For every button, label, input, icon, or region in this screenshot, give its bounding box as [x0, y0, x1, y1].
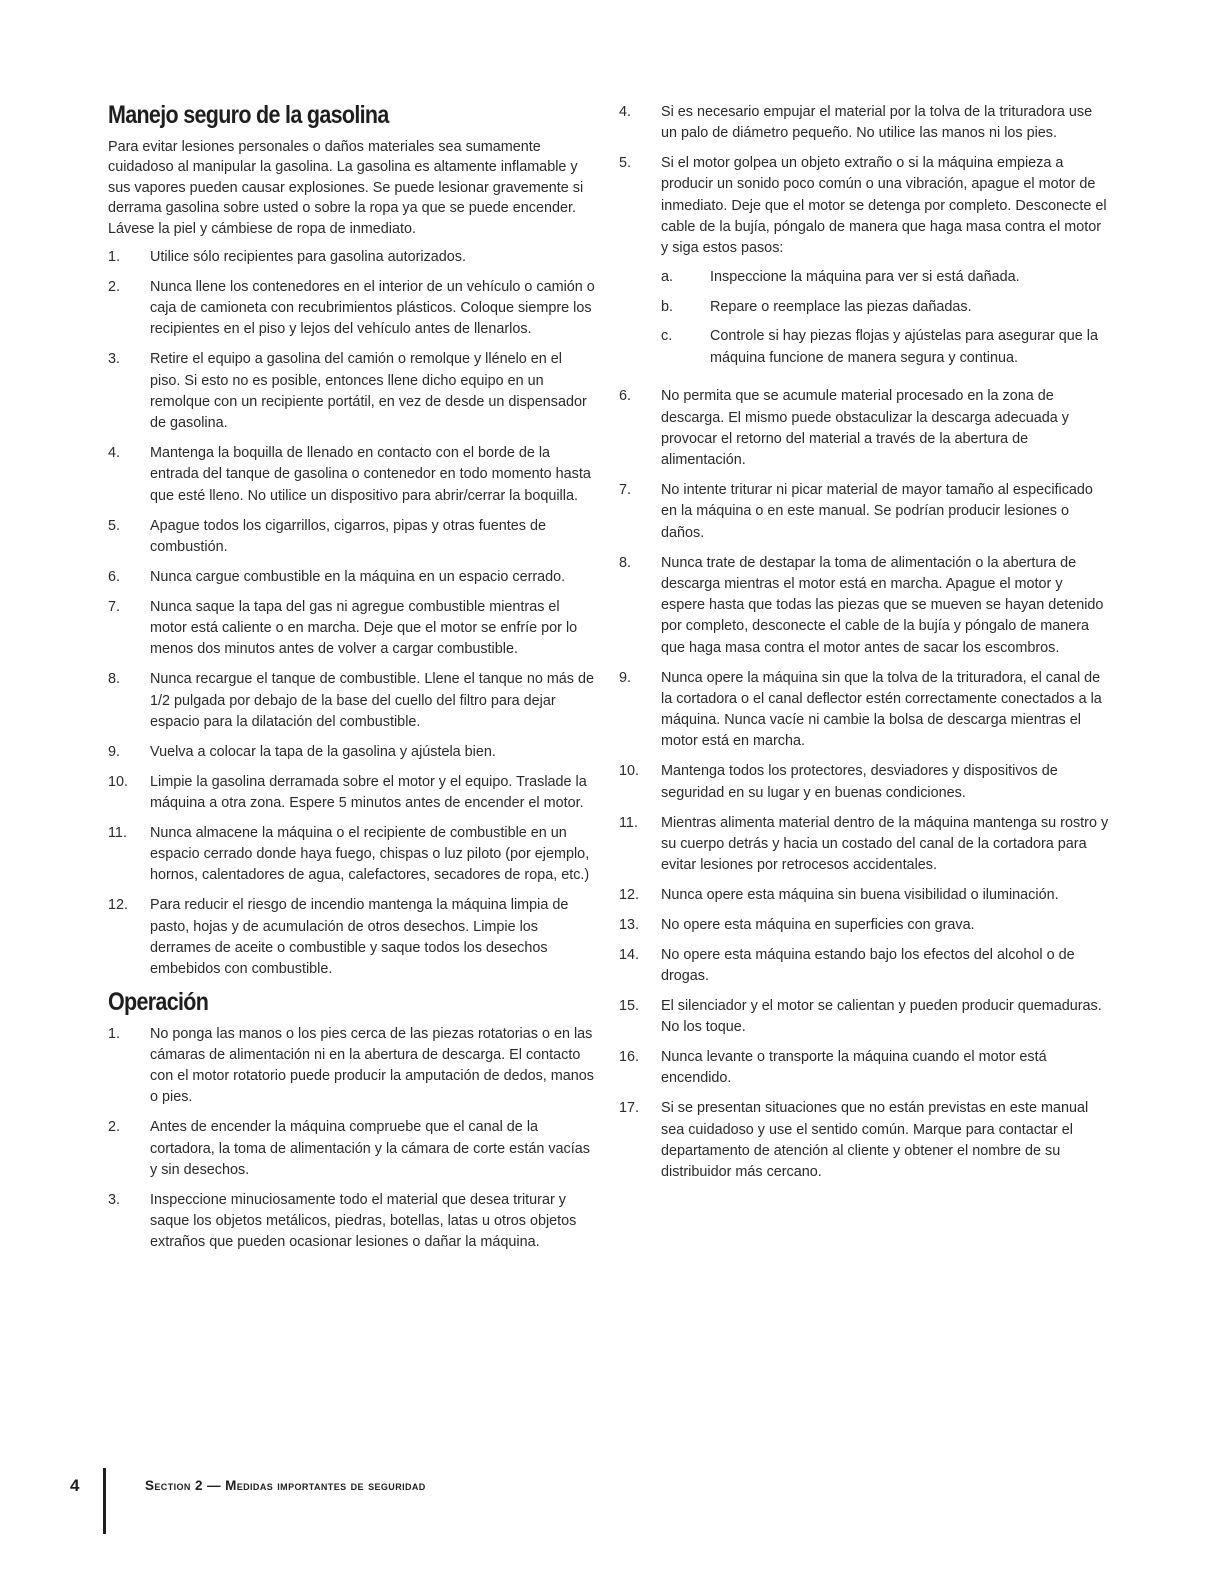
- list-item: [108, 742, 596, 763]
- list-item-number: 10.: [108, 773, 129, 790]
- list-item-number: 1.: [108, 1025, 121, 1042]
- list-item: [619, 885, 1109, 906]
- list-item-text-block: [661, 1098, 1109, 1183]
- list-item-text: Inspeccione minuciosamente todo el material que desea triturar y saque los objetos metálicos, piedras, botellas, latas u otros objetos extraños que pueden ocasionar lesiones o dañar la máquina.: [150, 1191, 577, 1251]
- footer-divider: [103, 1468, 106, 1534]
- list-item-text: Nunca levante o transporte la máquina cuando el motor está encendido.: [661, 1049, 1047, 1087]
- sub-list-item: [661, 297, 1109, 318]
- list-item-number: 9.: [619, 669, 632, 686]
- list-item-number: 2.: [108, 278, 121, 295]
- list-item-text: Nunca saque la tapa del gas ni agregue combustible mientras el motor está caliente o en marcha. Deje que el motor se enfríe por lo menos dos minutos antes de volver a cargar combustible.: [150, 598, 578, 658]
- list-item-number: 15.: [619, 998, 640, 1014]
- list-item-text: Si se presentan situaciones que no están previstas en este manual sea cuidadoso y use el sentido común. Marque para contactar el departamento de atención al cliente y obtener el nombre de su distribuidor más cercano.: [661, 1100, 1089, 1181]
- list-item-text-block: [150, 349, 596, 434]
- list-item-number: 11.: [619, 814, 638, 831]
- footer-section-title: Section 2 — Medidas importantes de seguridad: [145, 1478, 426, 1493]
- list-item: [108, 516, 596, 559]
- list-item-text-block: [150, 1117, 596, 1181]
- list-item-text: Apague todos los cigarrillos, cigarros, pipas y otras fuentes de combustión.: [150, 517, 546, 555]
- list-item-number: 5.: [619, 155, 632, 172]
- list-item-number: 17.: [619, 1100, 640, 1117]
- gasoline-safety-list: [108, 247, 596, 980]
- list-item-text: El silenciador y el motor se calientan y pueden producir quemaduras. No los toque.: [661, 998, 1102, 1036]
- sub-list-item-letter: c.: [661, 328, 673, 345]
- list-item: [619, 102, 1109, 145]
- list-item: [619, 813, 1109, 877]
- page-footer: [70, 1476, 670, 1536]
- list-item-text: No permita que se acumule material procesado en la zona de descarga. El mismo puede obstaculizar la descarga adecuada y provocar el retorno del material a través de la abertura de alimentación.: [661, 388, 1069, 469]
- list-item: [108, 1190, 596, 1254]
- list-item: [619, 945, 1109, 988]
- list-item: [619, 153, 1109, 377]
- sub-list-item-text: Controle si hay piezas flojas y ajústelas para asegurar que la máquina funcione de manera segura y continua.: [710, 328, 1098, 366]
- list-item-text-block: [150, 597, 596, 661]
- list-item-text-block: [150, 1190, 596, 1254]
- list-item: [619, 1098, 1109, 1183]
- list-item-number: 6.: [108, 568, 121, 585]
- list-item-text: Vuelva a colocar la tapa de la gasolina y ajústela bien.: [150, 743, 496, 760]
- right-column: [619, 102, 1109, 1192]
- list-item-number: 11.: [108, 824, 127, 841]
- list-item-number: 8.: [619, 554, 632, 571]
- heading-operation: Operación: [108, 988, 209, 1017]
- list-item-number: 14.: [619, 946, 640, 963]
- list-item-number: 7.: [108, 598, 121, 615]
- list-item-text-block: [661, 915, 1109, 936]
- list-item-text-block: [150, 895, 596, 980]
- list-item-text: Nunca cargue combustible en la máquina en un espacio cerrado.: [150, 568, 566, 585]
- list-item-number: 8.: [108, 671, 121, 688]
- list-item-text: Limpie la gasolina derramada sobre el motor y el equipo. Traslade la máquina a otra zona. Espere 5 minutos antes de encender el motor.: [150, 773, 587, 811]
- list-item-number: 3.: [108, 351, 121, 368]
- list-item-number: 10.: [619, 763, 640, 780]
- list-item-text-block: [661, 553, 1109, 659]
- list-item-text-block: [661, 813, 1109, 877]
- list-item: [108, 567, 596, 588]
- list-item-number: 4.: [108, 445, 121, 462]
- list-item-text: No opere esta máquina estando bajo los efectos del alcohol o de drogas.: [661, 946, 1075, 985]
- list-item: [619, 996, 1109, 1039]
- list-item-text: Nunca trate de destapar la toma de alimentación o la abertura de descarga mientras el motor está en marcha. Apague el motor y espere hasta que todas las piezas que se mueven se hayan detenido por completo, desconecte el cable de la bujía y póngalo de manera que haga masa contra el motor antes de sacar los escombros.: [661, 554, 1104, 656]
- list-item: [108, 349, 596, 434]
- list-item-text: No opere esta máquina en superficies con grava.: [661, 916, 975, 933]
- list-item-text-block: [150, 247, 596, 268]
- list-item: [108, 1117, 596, 1181]
- list-item-text: No intente triturar ni picar material de mayor tamaño al especificado en la máquina o en este manual. Se podrían producir lesiones o daños.: [661, 482, 1093, 541]
- list-item: [619, 553, 1109, 659]
- sub-list-item: [661, 326, 1109, 369]
- list-item-number: 12.: [108, 897, 129, 914]
- sub-list-item-letter: b.: [661, 298, 674, 315]
- list-item-text-block: [150, 772, 596, 815]
- list-item: [619, 761, 1109, 804]
- list-item-text: Si el motor golpea un objeto extraño o si la máquina empieza a producir un sonido poco común o una vibración, apague el motor de inmediato. Deje que el motor se detenga por completo. Desconecte el cable de la bujía, póngalo de manera que haga masa contra el motor y siga estos pasos:: [661, 155, 1107, 257]
- list-item-text-block: [661, 386, 1109, 471]
- list-item-text-block: [661, 668, 1109, 753]
- list-item-text: Mientras alimenta material dentro de la máquina mantenga su rostro y su cuerpo detrás y hacia un costado del canal de la cortadora para evitar lesiones por retrocesos accidentales.: [661, 814, 1109, 874]
- list-item-number: 9.: [108, 743, 121, 760]
- list-item-text-block: [150, 567, 596, 588]
- list-item-text-block: [661, 996, 1109, 1039]
- list-item-text-block: [661, 885, 1109, 906]
- gasoline-intro-paragraph: Para evitar lesiones personales o daños materiales sea sumamente cuidadoso al manipular la gasolina. La gasolina es altamente inflamable y sus vapores pueden causar explosiones. Se puede lesionar gravemente si derrama gasolina sobre usted o sobre la ropa ya que se puede encender. Lávese la piel y cámbiese de ropa de inmediato.: [108, 138, 584, 237]
- list-item: [108, 772, 596, 815]
- list-item-number: 1.: [108, 249, 121, 265]
- list-item-text-block: [661, 1047, 1109, 1090]
- list-item: [619, 480, 1109, 544]
- left-column: [108, 102, 596, 1262]
- list-item-text: Nunca almacene la máquina o el recipiente de combustible en un espacio cerrado donde haya fuego, chispas o luz piloto (por ejemplo, hornos, calentadores de agua, calefactores, secadores de ropa, etc.): [150, 824, 590, 884]
- list-item-number: 12.: [619, 887, 640, 904]
- operation-list-part-2: [619, 102, 1109, 1184]
- sub-list-item: [661, 267, 1109, 288]
- list-item: [108, 597, 596, 661]
- list-item-text-block: [661, 102, 1109, 145]
- list-item-text: Mantenga todos los protectores, desviadores y dispositivos de seguridad en su lugar y en buenas condiciones.: [661, 763, 1058, 801]
- sub-list-item-letter: a.: [661, 268, 674, 285]
- list-item-number: 3.: [108, 1191, 121, 1208]
- operation-list-part-1: [108, 1024, 596, 1254]
- list-item: [108, 669, 596, 733]
- list-item-text-block: [661, 480, 1109, 544]
- list-item: [108, 895, 596, 980]
- list-item-text: Retire el equipo a gasolina del camión o remolque y llénelo en el piso. Si esto no es posible, entonces llene dicho equipo en un remolque con un recipiente portátil, en vez de desde un dispensador de gasolina.: [150, 351, 587, 432]
- list-item-number: 13.: [619, 916, 640, 933]
- list-item-number: 5.: [108, 517, 121, 534]
- list-item-text: Nunca opere esta máquina sin buena visibilidad o iluminación.: [661, 887, 1059, 904]
- list-item: [619, 668, 1109, 753]
- list-item-text: Si es necesario empujar el material por la tolva de la trituradora use un palo de diámetro pequeño. No utilice las manos ni los pies.: [661, 104, 1093, 142]
- list-item-number: 16.: [619, 1049, 640, 1066]
- list-item-text: Antes de encender la máquina compruebe que el canal de la cortadora, la toma de alimentación y la cámara de corte están vacías y sin desechos.: [150, 1119, 590, 1178]
- list-item: [108, 443, 596, 507]
- list-item-text-block: [661, 153, 1109, 377]
- list-item-text: Nunca llene los contenedores en el interior de un vehículo o camión o caja de camioneta con recubrimientos plásticos. Coloque siempre los recipientes en el piso y lejos del vehículo antes de llenarlos.: [150, 278, 595, 338]
- list-item: [108, 823, 596, 887]
- list-item-text-block: [150, 1024, 596, 1109]
- list-item-text-block: [150, 443, 596, 507]
- list-item-number: 4.: [619, 104, 632, 120]
- list-item-text: No ponga las manos o los pies cerca de las piezas rotatorias o en las cámaras de alimentación ni en la abertura de descarga. El contacto con el motor rotatorio puede producir la amputación de dedos, manos o pies.: [150, 1025, 594, 1106]
- list-item-text-block: [150, 516, 596, 559]
- list-item-text: Nunca recargue el tanque de combustible. Llene el tanque no más de 1/2 pulgada por debajo de la base del cuello del filtro para dejar espacio para la dilatación del combustible.: [150, 671, 595, 730]
- sub-list: [661, 267, 1109, 369]
- list-item: [108, 247, 596, 268]
- list-item-text-block: [150, 277, 596, 341]
- list-item-text-block: [150, 742, 596, 763]
- list-item-text-block: [661, 761, 1109, 804]
- list-item-text-block: [150, 669, 596, 733]
- list-item: [619, 386, 1109, 471]
- page-number: 4: [70, 1476, 80, 1495]
- heading-gasoline-safety: Manejo seguro de la gasolina: [108, 101, 389, 129]
- list-item-text: Mantenga la boquilla de llenado en contacto con el borde de la entrada del tanque de gasolina o contenedor en todo momento hasta que esté lleno. No utilice un dispositivo para abrir/cerrar la boquilla.: [150, 445, 591, 504]
- list-item-number: 7.: [619, 482, 632, 499]
- list-item: [108, 277, 596, 341]
- list-item: [108, 1024, 596, 1109]
- list-item-text: Para reducir el riesgo de incendio mantenga la máquina limpia de pasto, hojas y de acumulación de otros desechos. Limpie los derrames de aceite o combustible y saque todos los desechos embebidos con combustible.: [150, 897, 569, 978]
- list-item: [619, 1047, 1109, 1090]
- list-item-text: Utilice sólo recipientes para gasolina autorizados.: [150, 249, 466, 265]
- list-item-text-block: [661, 945, 1109, 988]
- list-item: [619, 915, 1109, 936]
- sub-list-item-text: Inspeccione la máquina para ver si está dañada.: [710, 268, 1020, 285]
- list-item-text-block: [150, 823, 596, 887]
- list-item-text: Nunca opere la máquina sin que la tolva de la trituradora, el canal de la cortadora o el canal deflector estén correctamente conectados a la máquina. Nunca vacíe ni cambie la bolsa de descarga mientras el motor está en marcha.: [661, 669, 1102, 750]
- list-item-number: 6.: [619, 388, 632, 405]
- sub-list-item-text: Repare o reemplace las piezas dañadas.: [710, 298, 972, 315]
- list-item-number: 2.: [108, 1119, 121, 1136]
